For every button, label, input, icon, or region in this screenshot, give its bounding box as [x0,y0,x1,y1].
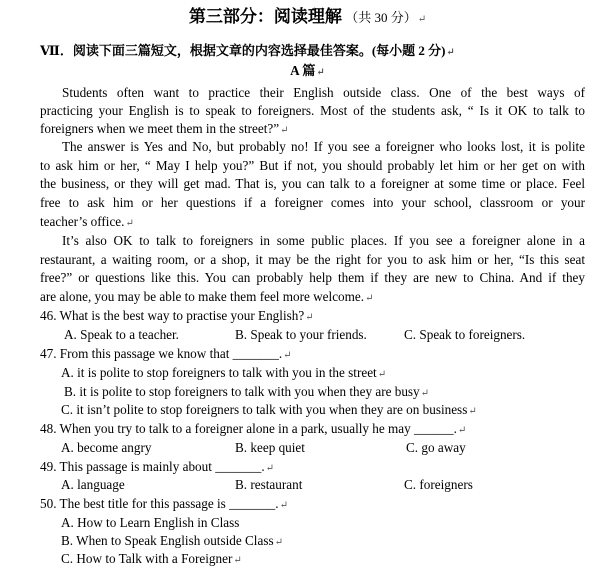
answer-option-line [61,514,239,532]
passage-line: foreigners when we meet them in the street?” [40,121,280,136]
answer-option[interactable]: B. it is polite to stop foreigners to talk with you when they are busy [64,384,420,399]
answer-option[interactable]: B. keep quiet [235,440,305,455]
section-heading [0,8,615,29]
instruction: Ⅶ．阅读下面三篇短文，根据文章的内容选择最佳答案。(每小题 2 分) [40,43,446,58]
passage-line: free to ask him or her questions if a foreigner comes into your school, classroom or your [40,195,585,210]
answer-option[interactable]: C. How to Talk with a Foreigner [61,551,233,566]
answer-option[interactable]: C. it isn’t polite to stop foreigners to talk with you when they are on business [61,402,468,417]
paragraph-mark: ↵ [316,67,325,78]
question-stem-text: 50. The best title for this passage is _______. [40,496,279,511]
answer-option[interactable]: B. When to Speak English outside Class [61,533,274,548]
answer-option[interactable]: A. it is polite to stop foreigners to talk with you in the street [61,365,377,380]
passage-line: teacher’s office. [40,214,125,229]
answer-option-line [61,364,386,384]
paragraph-mark: ↵ [305,312,314,323]
passage-line: restaurant, a waiting room, or a shop, it may be the right for you to ask him or her, “Is this seat [40,252,585,267]
paragraph-mark: ↵ [233,555,242,566]
paragraph-mark: ↵ [446,47,455,58]
passage-line: are alone, you may be able to make them feel more welcome. [40,289,365,304]
passage-line-end [40,288,373,308]
paragraph-mark: ↵ [420,388,430,399]
paragraph-mark: ↵ [457,425,467,436]
paragraph-mark: ↵ [265,463,275,474]
passage-line: free?” or questions like this. You can probably help them if they are new to China. And if they [40,270,585,285]
answer-option[interactable]: B. Speak to your friends. [235,327,367,342]
passage-line: to ask him or her, “ May I help you?” But if not, you should probably let him or her get on with [40,158,585,173]
question-stem [40,458,274,478]
question-stem-text: 48. When you try to talk to a foreigner alone in a park, usually he may ______. [40,421,457,436]
passage-title: A 篇 [290,63,316,78]
paragraph-mark: ↵ [468,406,477,417]
paragraph-mark: ↵ [280,125,289,136]
answer-option[interactable]: C. go away [406,440,466,455]
paragraph-mark: ↵ [377,369,387,380]
paragraph-mark: ↵ [283,350,292,361]
answer-option[interactable]: C. Speak to foreigners. [404,327,526,342]
answer-option[interactable]: C. foreigners [404,477,473,492]
question-stem [40,345,292,365]
passage-line: Students often want to practice their English outside class. One of the best ways of [62,85,585,100]
question-stem [40,420,466,440]
instruction-line [40,42,455,62]
answer-option[interactable]: A. Speak to a teacher. [64,327,179,342]
paragraph-mark: ↵ [417,14,427,25]
passage-line: the business, or they will get mad. That is, you can talk to a foreigner at some time or place. Feel [40,176,585,191]
answer-option-line [61,550,242,570]
question-stem-text: 46. What is the best way to practise your English? [40,308,305,323]
section-score: （共 30 分） [345,10,417,25]
answer-option[interactable]: B. restaurant [235,477,303,492]
answer-option[interactable]: A. language [61,477,125,492]
answer-option-line [64,383,429,403]
paragraph-mark: ↵ [279,500,288,511]
question-stem-text: 49. This passage is mainly about _______. [40,459,265,474]
question-stem-text: 47. From this passage we know that _______. [40,346,283,361]
passage-title-line [0,62,615,82]
passage-line: practicing your English is to speak to foreigners. Most of the students ask, “ Is it OK to talk to [40,103,585,118]
answer-option-line [61,532,283,552]
section-title: 第三部分：阅读理解 [188,7,342,26]
answer-option[interactable]: A. become angry [61,440,152,455]
paragraph-mark: ↵ [274,537,283,548]
paragraph-mark: ↵ [365,293,374,304]
passage-line: It’s also OK to talk to foreigners in some public places. If you see a foreigner alone in a [62,233,585,248]
passage-line-end [40,213,134,233]
question-stem [40,307,314,327]
question-stem [40,495,288,515]
passage-line: The answer is Yes and No, but probably no! If you see a foreigner who looks lost, it is polite [62,139,585,154]
answer-option[interactable]: A. How to Learn English in Class [61,515,240,530]
passage-line-end [40,120,289,140]
paragraph-mark: ↵ [125,218,134,229]
answer-option-line [61,401,477,421]
